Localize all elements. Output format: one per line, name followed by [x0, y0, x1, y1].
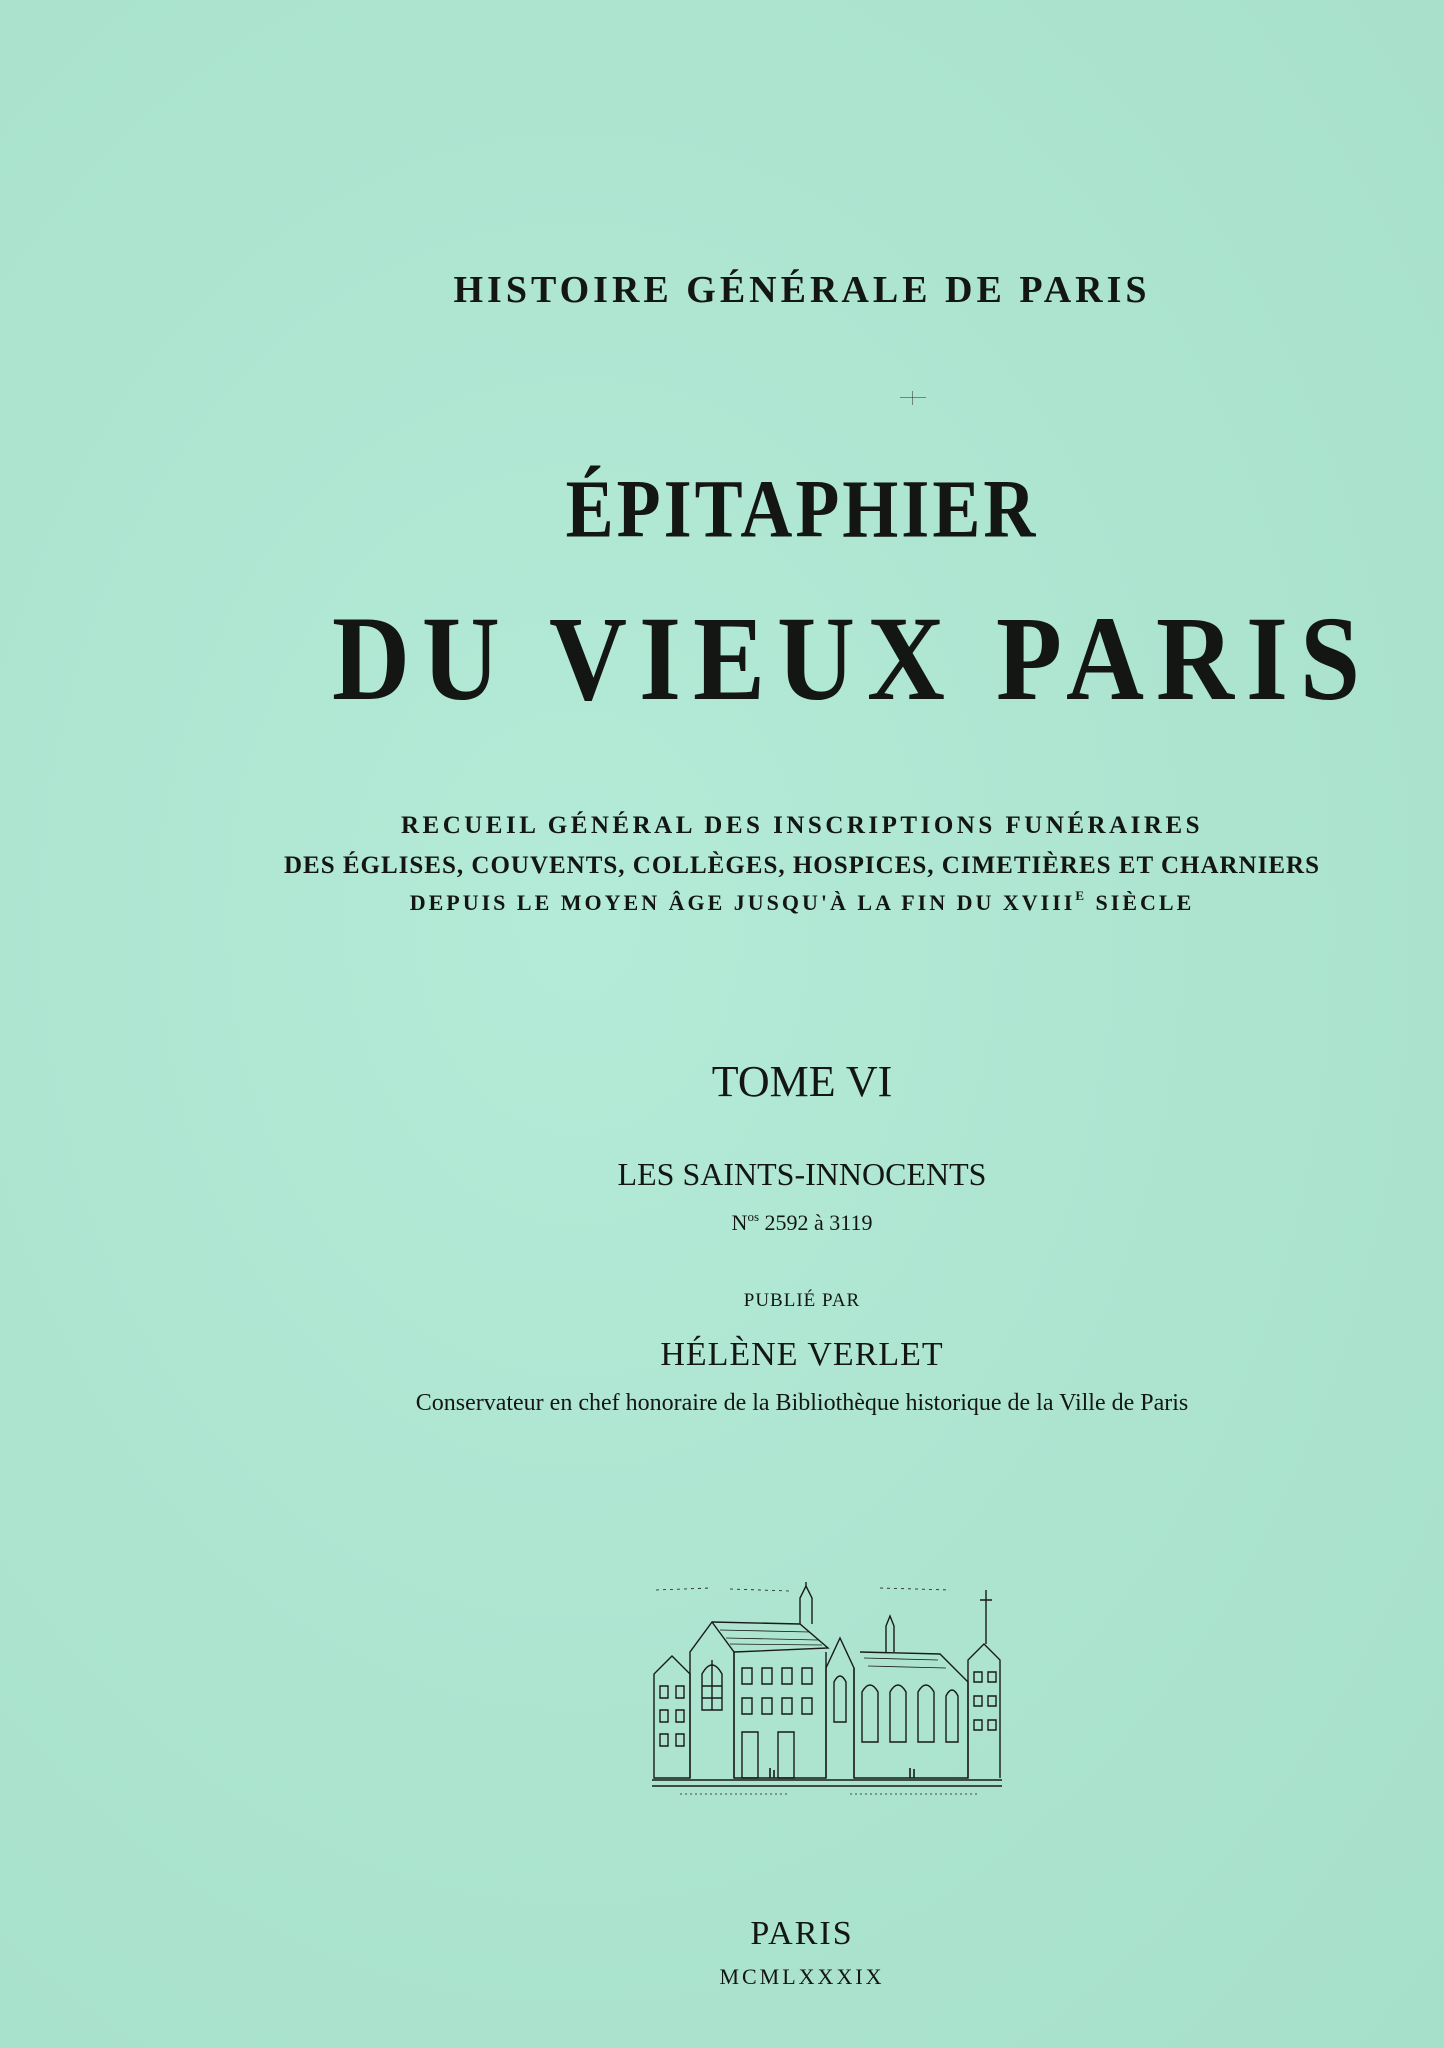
author-role: Conservateur en chef honoraire de la Bibliothèque historique de la Ville de Paris — [415, 1390, 1189, 1416]
subtitle-line-3-end: SIÈCLE — [1087, 890, 1195, 915]
entry-numbers — [80, 1210, 1444, 1236]
volume-title: LES SAINTS-INNOCENTS — [617, 1156, 987, 1192]
series-title: HISTOIRE GÉNÉRALE DE PARIS — [453, 269, 1151, 311]
subtitle-line-2: DES ÉGLISES, COUVENTS, COLLÈGES, HOSPICES, CIMETIÈRES ET CHARNIERS — [284, 852, 1320, 879]
numbers-prefix: N — [731, 1210, 748, 1235]
subtitle-line-3-text: DEPUIS LE MOYEN ÂGE JUSQU'À LA FIN DU XVIII — [409, 890, 1076, 915]
author-name: HÉLÈNE VERLET — [660, 1336, 944, 1373]
published-by-label: PUBLIÉ PAR — [743, 1290, 861, 1311]
scan-mark — [900, 397, 926, 398]
numbers-superscript: os — [747, 1209, 759, 1224]
century-superscript: E — [1075, 888, 1088, 903]
main-title-line-2: DU VIEUX PARIS — [331, 592, 1373, 727]
publication-place: PARIS — [750, 1915, 854, 1952]
publication-year: MCMLXXXIX — [719, 1964, 885, 1989]
tome-number: TOME VI — [711, 1057, 893, 1106]
subtitle-line-1: RECUEIL GÉNÉRAL DES INSCRIPTIONS FUNÉRAIRES — [400, 812, 1204, 839]
scan-mark — [912, 391, 913, 405]
church-engraving-icon — [650, 1582, 1004, 1798]
subtitle-line-3 — [80, 890, 1444, 916]
numbers-range: 2592 à 3119 — [759, 1210, 873, 1235]
main-title-line-1: ÉPITAPHIER — [565, 462, 1039, 555]
